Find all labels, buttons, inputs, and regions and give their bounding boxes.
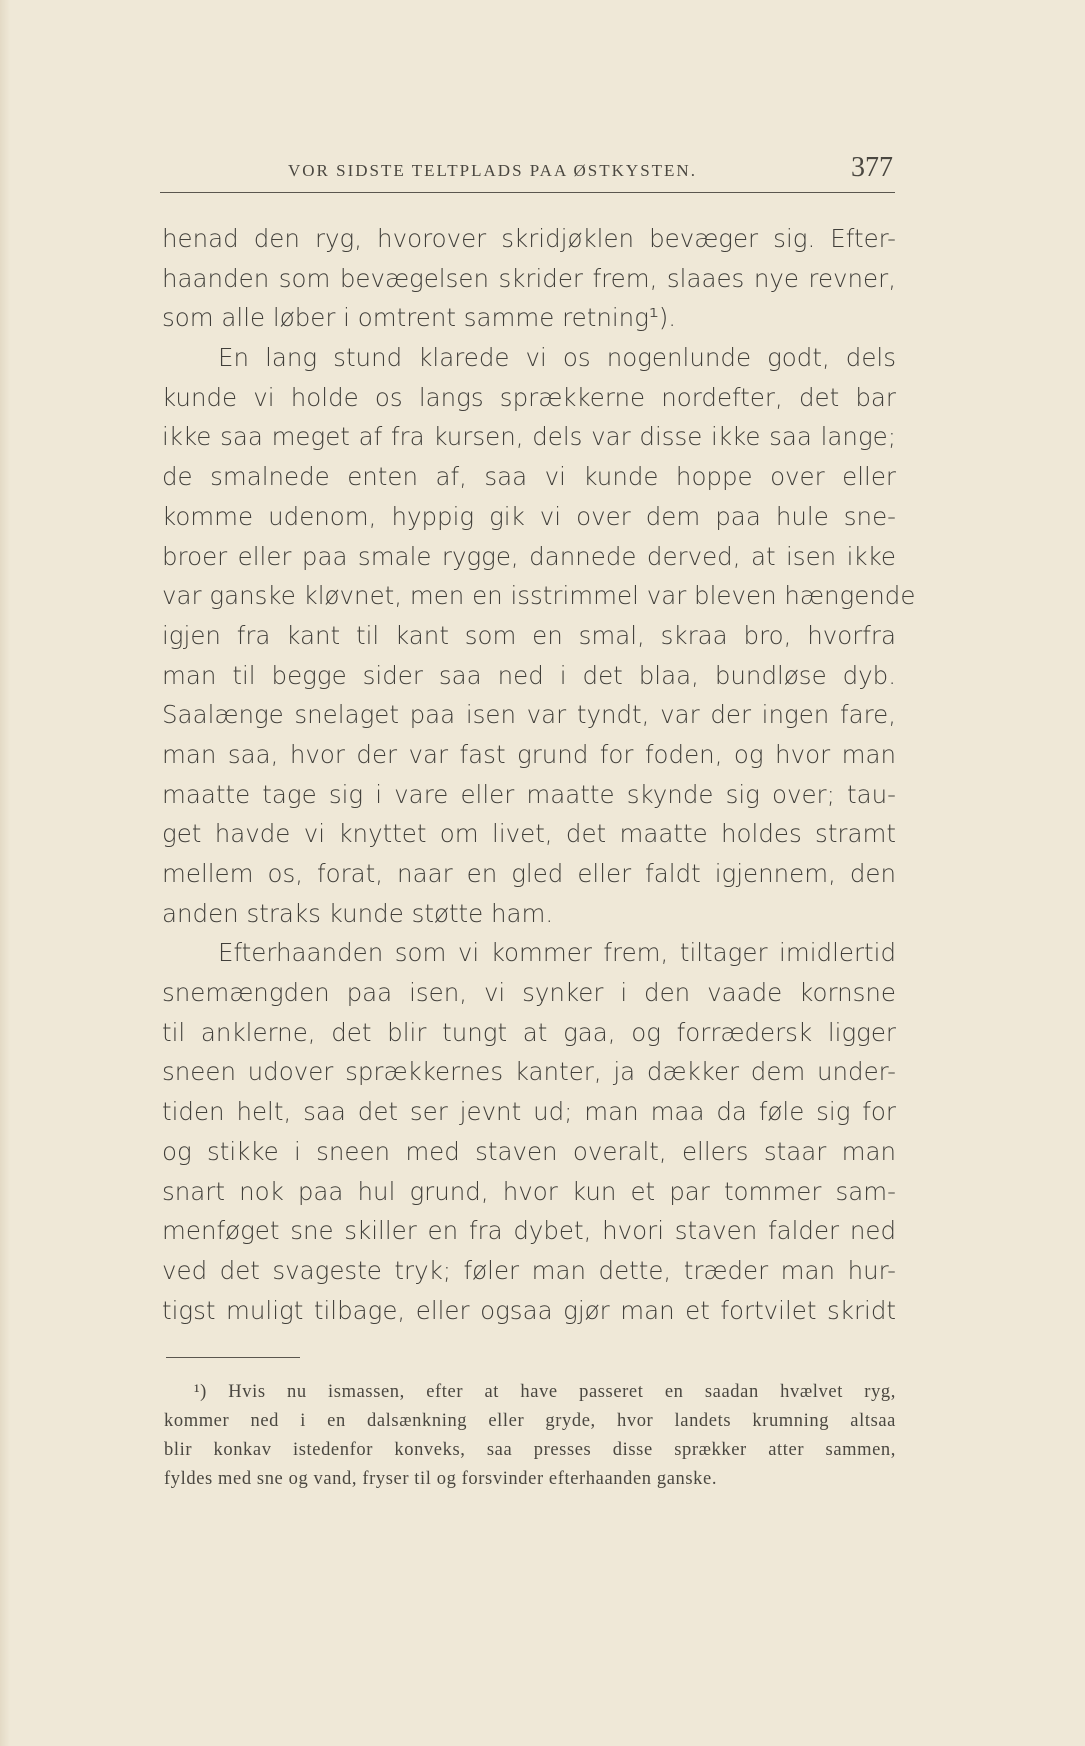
text-line: Saalænge snelaget paa isen var tyndt, var der ingen fare,	[162, 700, 896, 730]
footnote-line: kommer ned i en dalsænkning eller gryde, hvor landets krumning altsaa	[164, 1411, 896, 1431]
body-text	[162, 219, 916, 1330]
text-line: de smalnede enten af, saa vi kunde hoppe over eller	[162, 462, 896, 492]
text-line: tigst muligt tilbage, eller ogsaa gjør man et fortvilet skridt	[162, 1295, 896, 1325]
page-header	[160, 152, 895, 192]
text-line: ikke saa meget af fra kursen, dels var disse ikke saa lange;	[162, 422, 896, 452]
text-line: igjen fra kant til kant som en smal, skraa bro, hvorfra	[162, 620, 896, 650]
page-edge-shadow	[0, 0, 10, 1746]
text-line: sneen udover sprækkernes kanter, ja dækker dem under-	[162, 1057, 896, 1087]
text-line: get havde vi knyttet om livet, det maatte holdes stramt	[162, 819, 896, 849]
text-line: og stikke i sneen med staven overalt, ellers staar man	[162, 1136, 896, 1166]
text-line: var ganske kløvnet, men en isstrimmel var bleven hængende	[162, 581, 916, 611]
text-line: mellem os, forat, naar en gled eller faldt igjennem, den	[162, 859, 896, 888]
text-line: snart nok paa hul grund, hvor kun et par tommer sam-	[162, 1176, 896, 1206]
text-line: snemængden paa isen, vi synker i den vaade kornsne	[162, 978, 896, 1008]
text-line: komme udenom, hyppig gik vi over dem paa hule sne-	[162, 501, 896, 531]
footnote-line: blir konkav istedenfor konveks, saa presses disse sprækker atter sammen,	[164, 1440, 896, 1460]
header-rule	[160, 192, 895, 193]
text-line: anden straks kunde støtte ham.	[162, 898, 554, 928]
text-line: kunde vi holde os langs sprækkerne nordefter, det bar	[162, 382, 896, 412]
footnote-line: fyldes med sne og vand, fryser til og forsvinder efterhaanden ganske.	[164, 1469, 718, 1489]
text-line: man saa, hvor der var fast grund for foden, og hvor man	[162, 739, 896, 769]
text-line: henad den ryg, hvorover skridjøklen bevæger sig. Efter-	[162, 224, 896, 253]
footnote-line: ¹) Hvis nu ismassen, efter at have passeret en saadan hvælvet ryg,	[194, 1382, 896, 1402]
running-head: VOR SIDSTE TELTPLADS PAA ØSTKYSTEN.	[288, 161, 697, 180]
text-line: tiden helt, saa det ser jevnt ud; man maa da føle sig for	[162, 1097, 896, 1127]
text-line: ved det svageste tryk; føler man dette, træder man hur-	[162, 1255, 896, 1285]
text-line: En lang stund klarede vi os nogenlunde godt, dels	[218, 343, 896, 373]
page-number: 377	[851, 152, 893, 183]
footnote	[164, 1378, 896, 1494]
footnote-rule	[166, 1357, 300, 1358]
text-line: til anklerne, det blir tungt at gaa, og forrædersk ligger	[162, 1017, 896, 1047]
text-line: broer eller paa smale rygge, dannede derved, at isen ikke	[162, 541, 896, 571]
text-line: man til begge sider saa ned i det blaa, bundløse dyb.	[162, 660, 896, 690]
text-line: haanden som bevægelsen skrider frem, slaaes nye revner,	[162, 263, 896, 293]
text-line: maatte tage sig i vare eller maatte skynde sig over; tau-	[162, 779, 896, 809]
text-line: menføget sne skiller en fra dybet, hvori staven falder ned	[162, 1216, 896, 1246]
text-line: Efterhaanden som vi kommer frem, tiltager imidlertid	[218, 938, 896, 968]
text-line: som alle løber i omtrent samme retning¹).	[162, 303, 677, 333]
